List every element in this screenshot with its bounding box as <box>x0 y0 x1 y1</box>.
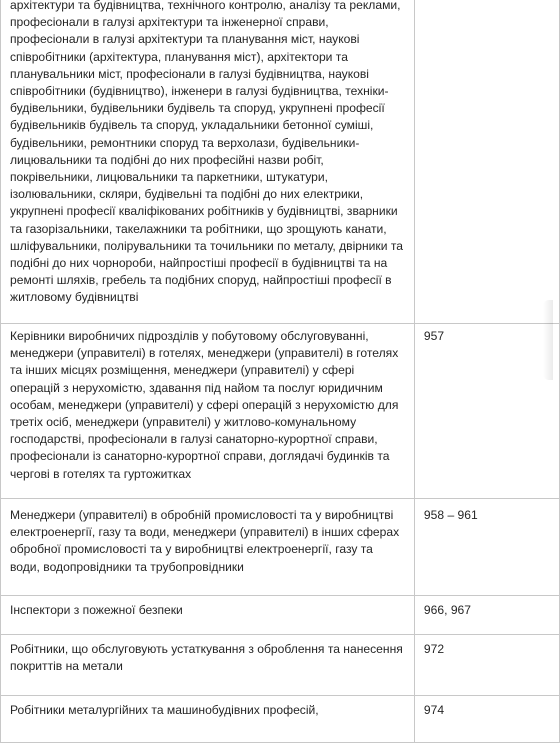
occupation-description-cell <box>1 596 415 635</box>
occupation-code-cell <box>414 696 559 743</box>
occupation-description: Робітники металургійних та машинобудівних професій, <box>10 703 319 717</box>
occupation-description: Робітники, що обслуговують устаткування з оброблення та нанесення покриттів на метали <box>10 642 403 674</box>
occupation-code: 957 <box>423 329 445 343</box>
table-row <box>1 596 560 635</box>
table-row <box>1 324 560 499</box>
scroll-edge-shadow <box>543 300 553 380</box>
occupation-description-cell <box>1 324 415 499</box>
occupation-description-cell <box>1 696 415 743</box>
table-row <box>1 635 560 696</box>
occupation-code: 966, 967 <box>423 603 471 617</box>
occupation-code-cell <box>414 0 559 324</box>
table-row <box>1 696 560 743</box>
occupation-code-cell <box>414 324 559 499</box>
occupation-code: 974 <box>423 703 445 717</box>
occupation-description-cell <box>1 499 415 596</box>
occupation-description: архітектури та будівництва, технічного контролю, аналізу та реклами, професіонали в галузі архітектури та інженерної справи, професіонали в галузі архітектури та планування міст, наукові співробітники (архітектура, планування міст), архітектори та планувальники міст, професіонали в галузі будівництва, наукові співробітники (будівництво), інженери в галузі будівництва, техніки-будівельники, будівельники будівель та споруд, укрупнені професії будівельників будівель та споруд, укладальники бетонної суміші, будівельники, ремонтники споруд та верхолази, будівельники-лицювальники та подібні до них професійні назви робіт, покрівельники, лицювальники та паркетники, штукатури, ізолювальники, скляри, будівельні та подібні до них електрики, укрупнені професії кваліфікованих робітників у будівництві, зварники та газорізальники, такелажники та робітники, що зрощують канати, шліфувальники, полірувальники та точильники по металу, двірники та подібні до них чорнороби, найпростіші професії в будівництві та на ремонті шляхів, гребель та подібних споруд, найпростіші професії в житловому будівництві <box>10 0 403 305</box>
occupation-code: 972 <box>423 642 445 656</box>
occupation-code-cell <box>414 635 559 696</box>
occupation-description: Керівники виробничих підрозділів у побутовому обслуговуванні, менеджери (управителі) в готелях, менеджери (управителі) в готелях та інших місцях розміщення, менеджери (управителі) у сфері операцій з нерухомістю, здавання під найом та послуг юридичним особам, менеджери (управителі) у сфері операцій з нерухомістю для третіх осіб, менеджери (управителі) у житлово-комунальному господарстві, професіонали в галузі санаторно-курортної справи, професіонали із санаторно-курортної справи, доглядачі будинків та чергові в готелях та гуртожитках <box>10 329 399 481</box>
occupation-code-cell <box>414 596 559 635</box>
occupation-description-cell <box>1 0 415 324</box>
table-row <box>1 0 560 324</box>
table-row <box>1 499 560 596</box>
occupation-description: Інспектори з пожежної безпеки <box>10 603 183 617</box>
occupation-description-cell <box>1 635 415 696</box>
occupation-code-cell <box>414 499 559 596</box>
occupation-description: Менеджери (управителі) в обробній промисловості та у виробництві електроенергії, газу та води, менеджери (управителі) в інших сферах обробної промисловості та у виробництві електроенергії, газу та води, водопровідники та трубопровідники <box>10 508 400 574</box>
occupation-code: 958 – 961 <box>423 508 478 522</box>
